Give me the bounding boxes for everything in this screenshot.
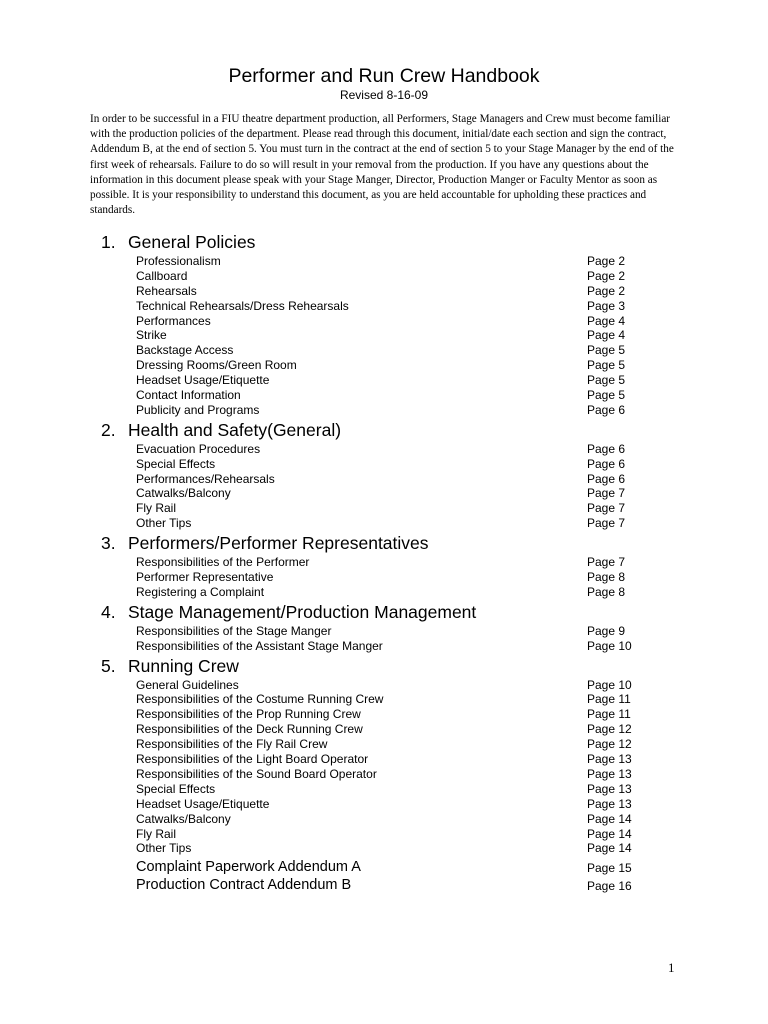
- toc-section: [0, 531, 768, 600]
- toc-entry-page: Page 2: [587, 268, 626, 283]
- toc-entry: [0, 767, 768, 782]
- toc-section: [0, 418, 768, 531]
- toc-entry-page: Page 10: [587, 638, 632, 653]
- toc-entry-label: Evacuation Procedures: [136, 441, 261, 456]
- toc-entry-label: Fly Rail: [136, 826, 177, 841]
- toc-entry-page: Page 14: [587, 841, 632, 856]
- toc-entry-label: Headset Usage/Etiquette: [136, 373, 270, 388]
- toc-entry-label: Responsibilities of the Light Board Operator: [136, 752, 369, 767]
- toc-entry: [0, 624, 768, 639]
- toc-entry-page: Page 2: [587, 254, 626, 268]
- toc-entry: [0, 343, 768, 358]
- toc-entry-label: Performer Representative: [136, 570, 274, 585]
- toc-entry-page: Page 6: [587, 441, 626, 456]
- toc-entry: [0, 442, 768, 457]
- toc-entry: [0, 328, 768, 343]
- toc-entry-page: Page 4: [587, 313, 626, 328]
- toc-entry: [0, 403, 768, 418]
- toc-entry-label: Registering a Complaint: [136, 584, 265, 599]
- toc-entry-label: Catwalks/Balcony: [136, 486, 231, 501]
- toc-entry: [0, 737, 768, 752]
- toc-entry-label: Catwalks/Balcony: [136, 811, 231, 826]
- toc-entry: [0, 373, 768, 388]
- toc-section: [0, 654, 768, 857]
- section-title: Stage Management/Production Management: [128, 601, 477, 622]
- section-title: Health and Safety(General): [128, 419, 342, 440]
- toc-entry-label: Callboard: [136, 268, 188, 283]
- toc-entry-label: General Guidelines: [136, 677, 239, 692]
- toc-entry-page: Page 10: [587, 677, 632, 692]
- toc-entry-page: Page 13: [587, 796, 632, 811]
- toc-entry: [0, 269, 768, 284]
- toc-section: [0, 600, 768, 654]
- toc-entry-page: Page 11: [587, 692, 631, 707]
- toc-entry: [0, 555, 768, 570]
- section-title: General Policies: [128, 232, 256, 252]
- toc-entry-label: Headset Usage/Etiquette: [136, 796, 270, 811]
- section-number: 3.: [101, 533, 116, 554]
- toc-entry-page: Page 12: [587, 722, 632, 737]
- section-heading: [0, 531, 768, 555]
- toc-entry-label: Other Tips: [136, 841, 192, 856]
- toc-entry-page: Page 14: [587, 826, 632, 841]
- toc-entry-label: Rehearsals: [136, 283, 197, 298]
- toc-entry-label: Backstage Access: [136, 343, 234, 358]
- page-number: 1: [668, 960, 675, 975]
- toc-entry-page: Page 7: [587, 501, 626, 516]
- toc-entry: [0, 570, 768, 585]
- toc-entry-label: Responsibilities of the Prop Running Crew: [136, 707, 361, 722]
- toc-entry-page: Page 13: [587, 766, 632, 781]
- section-title: Running Crew: [128, 655, 239, 676]
- toc-entry-page: Page 6: [587, 456, 626, 471]
- addendum-entry: [0, 876, 768, 894]
- toc-entry-page: Page 5: [587, 343, 626, 358]
- toc-entry-page: Page 2: [587, 283, 626, 298]
- toc-entry-label: Special Effects: [136, 781, 216, 796]
- toc-entry: [0, 501, 768, 516]
- addendum-page: Page 15: [587, 861, 632, 875]
- toc-entry: [0, 797, 768, 812]
- toc-entry: [0, 254, 768, 269]
- toc-entry-page: Page 6: [587, 471, 626, 486]
- toc-entry: [0, 358, 768, 373]
- toc-section: [0, 230, 768, 418]
- toc-entry-page: Page 7: [587, 486, 626, 501]
- toc-entry: [0, 299, 768, 314]
- toc-entry: [0, 639, 768, 654]
- toc-entry-page: Page 14: [587, 811, 632, 826]
- toc-entry-page: Page 13: [587, 752, 632, 767]
- toc-entry-label: Responsibilities of the Costume Running Crew: [136, 692, 384, 707]
- toc-entry: [0, 782, 768, 797]
- toc-entry: [0, 841, 768, 856]
- toc-entry-label: Responsibilities of the Performer: [136, 555, 310, 570]
- section-number: 2.: [101, 419, 116, 440]
- section-heading: [0, 600, 768, 624]
- toc-entry: [0, 472, 768, 487]
- section-number: 5.: [101, 655, 116, 676]
- document-title: Performer and Run Crew Handbook: [228, 65, 540, 87]
- toc-entry: [0, 486, 768, 501]
- toc-entry-label: Special Effects: [136, 456, 216, 471]
- revision-date: Revised 8-16-09: [339, 88, 429, 102]
- toc-entry-page: Page 4: [587, 328, 626, 343]
- toc-entry-page: Page 3: [587, 298, 626, 313]
- toc-entry-page: Page 7: [587, 516, 626, 531]
- toc-entry-page: Page 8: [587, 570, 626, 585]
- toc-entry-label: Performances/Rehearsals: [136, 471, 275, 486]
- toc-entry: [0, 752, 768, 767]
- toc-entry-page: Page 5: [587, 373, 626, 388]
- toc-entry-page: Page 5: [587, 388, 626, 403]
- section-heading: [0, 230, 768, 254]
- section-title: Performers/Performer Representatives: [128, 533, 429, 554]
- toc-entry: [0, 516, 768, 531]
- toc-entry-label: Responsibilities of the Deck Running Crew: [136, 722, 363, 737]
- toc-entry: [0, 827, 768, 842]
- addendum-label: Complaint Paperwork Addendum A: [136, 859, 361, 875]
- toc-entry: [0, 585, 768, 600]
- toc-entry: [0, 692, 768, 707]
- toc-entry-label: Responsibilities of the Fly Rail Crew: [136, 737, 328, 752]
- toc-entry: [0, 678, 768, 693]
- table-of-contents: [0, 230, 768, 856]
- section-number: 4.: [101, 601, 116, 622]
- toc-entry-page: Page 13: [587, 781, 632, 796]
- toc-entry: [0, 314, 768, 329]
- toc-entry-label: Performances: [136, 313, 211, 328]
- intro-paragraph: In order to be successful in a FIU theatre department production, all Performers, Stage Managers and Crew must become familiar with the production policies of the department. Please read through this document, initial/date each section and sign the contract, Addendum B, at the end of section 5. You must turn in the contract at the end of section 5 to your Stage Manager by the end of the first week of rehearsals. Failure to do so will result in your removal from the production. If you have any questions about the information in this document please speak with your Stage Manger, Director, Production Manger or Faculty Mentor as soon as possible. It is your responsibility to understand this document, as you are held accountable for upholding these practices and standards.: [90, 113, 674, 217]
- toc-entry-label: Technical Rehearsals/Dress Rehearsals: [136, 298, 349, 313]
- toc-entry-label: Responsibilities of the Assistant Stage Manger: [136, 638, 383, 653]
- toc-entry-label: Dressing Rooms/Green Room: [136, 358, 297, 373]
- toc-entry-page: Page 12: [587, 737, 632, 752]
- toc-entry-label: Strike: [136, 328, 167, 343]
- addendum-entry: [0, 858, 768, 876]
- addenda-list: [0, 858, 768, 894]
- toc-entry-page: Page 9: [587, 623, 626, 638]
- toc-entry: [0, 284, 768, 299]
- toc-entry: [0, 722, 768, 737]
- section-number: 1.: [101, 232, 116, 252]
- addendum-label: Production Contract Addendum B: [136, 877, 352, 893]
- toc-entry-page: Page 11: [587, 707, 631, 722]
- toc-entry-page: Page 5: [587, 358, 626, 373]
- toc-entry-page: Page 6: [587, 402, 626, 417]
- toc-entry-label: Responsibilities of the Sound Board Operator: [136, 766, 377, 781]
- section-heading: [0, 418, 768, 442]
- toc-entry: [0, 707, 768, 722]
- toc-entry-label: Responsibilities of the Stage Manger: [136, 623, 332, 638]
- addendum-page: Page 16: [587, 879, 632, 893]
- toc-entry-label: Other Tips: [136, 516, 192, 531]
- toc-entry-page: Page 7: [587, 555, 626, 570]
- toc-entry: [0, 812, 768, 827]
- toc-entry-label: Publicity and Programs: [136, 402, 260, 417]
- toc-entry-label: Contact Information: [136, 388, 241, 403]
- toc-entry-label: Fly Rail: [136, 501, 177, 516]
- toc-entry: [0, 388, 768, 403]
- section-heading: [0, 654, 768, 678]
- toc-entry: [0, 457, 768, 472]
- toc-entry-label: Professionalism: [136, 254, 221, 268]
- toc-entry-page: Page 8: [587, 584, 626, 599]
